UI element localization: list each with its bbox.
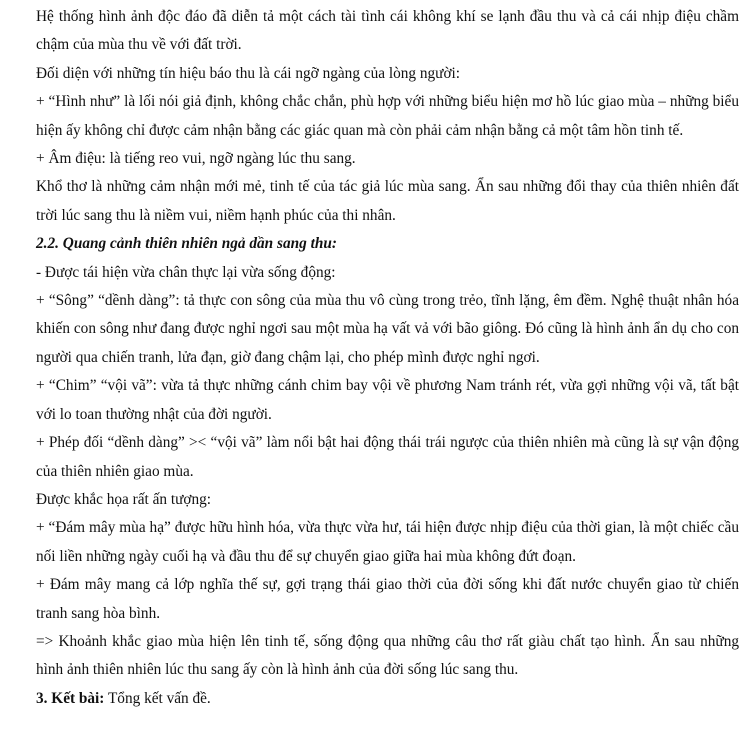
paragraph: + “Chim” “vội vã”: vừa tả thực những cánh chim bay vội về phương Nam tránh rét, vừa gợi những vội vã, tất bật với lo toan thường nhật của đời người. [36, 377, 739, 423]
paragraph: + Phép đối “dềnh dàng” >< “vội vã” làm nổi bật hai động thái trái ngược của thiên nhiên mà cũng là sự vận động của thiên nhiên giao mùa. [36, 434, 739, 480]
paragraph: => Khoảnh khắc giao mùa hiện lên tinh tế, sống động qua những câu thơ rất giàu chất tạo hình. Ẩn sau những hình ảnh thiên nhiên lúc thu sang ấy còn là hình ảnh của đời sống lúc sang thu. [36, 632, 739, 679]
paragraph: + “Đám mây mùa hạ” được hữu hình hóa, vừa thực vừa hư, tái hiện được nhịp điệu của thời gian, là một chiếc cầu nối liền những ngày cuối hạ và đầu thu để sự chuyển giao giữa hai mùa không đứt đoạn. [36, 519, 739, 565]
paragraph: Được khắc họa rất ấn tượng: [36, 490, 212, 508]
paragraph: Khổ thơ là những cảm nhận mới mẻ, tinh tế của tác giả lúc mùa sang. Ẩn sau những đổi thay của thiên nhiên đất trời lúc sang thu là niềm vui, niềm hạnh phúc của thi nhân. [36, 178, 739, 224]
paragraph: Đối diện với những tín hiệu báo thu là cái ngỡ ngàng của lòng người: [36, 64, 461, 82]
conclusion-line [36, 685, 739, 713]
paragraph: + Âm điệu: là tiếng reo vui, ngỡ ngàng lúc thu sang. [36, 150, 356, 168]
section-heading: 2.2. Quang cảnh thiên nhiên ngả dần sang thu: [36, 235, 337, 253]
paragraph: + “Sông” “dềnh dàng”: tả thực con sông của mùa thu vô cùng trong trẻo, tĩnh lặng, êm đềm. Nghệ thuật nhân hóa khiến con sông như đang được nghỉ ngơi sau một mùa hạ vất vả với bão giông. Đó cũng là hình ảnh ẩn dụ cho con người qua chiến tranh, lửa đạn, giờ đang chậm lại, cho phép mình được nghỉ ngơi. [36, 292, 739, 366]
conclusion-text: Tổng kết vấn đề. [104, 689, 211, 707]
paragraph: - Được tái hiện vừa chân thực lại vừa sống động: [36, 263, 336, 281]
paragraph: + Đám mây mang cả lớp nghĩa thế sự, gợi trạng thái giao thời của đời sống khi đất nước chuyển giao từ chiến tranh sang hòa bình. [36, 576, 739, 622]
paragraph: Hệ thống hình ảnh độc đáo đã diễn tả một cách tài tình cái không khí se lạnh đầu thu và cả cái nhịp điệu chầm chậm của mùa thu về với đất trời. [36, 8, 739, 54]
conclusion-label: 3. Kết bài: [36, 689, 105, 707]
paragraph: + “Hình như” là lối nói giả định, không chắc chắn, phù hợp với những biểu hiện mơ hồ lúc giao mùa – những biểu hiện ấy không chỉ được cảm nhận bằng các giác quan mà còn phải cảm nhận bằng cả một tâm hồn tinh tế. [36, 93, 739, 139]
